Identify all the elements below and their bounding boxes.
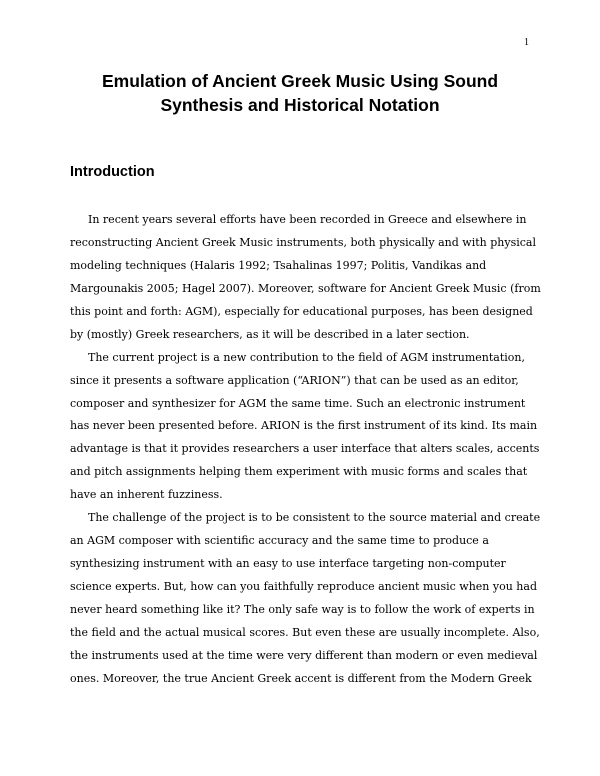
paragraph-3-line: The challenge of the project is to be consistent to the source material and create: [88, 511, 541, 525]
paragraph-3-line: synthesizing instrument with an easy to use interface targeting non-computer: [70, 557, 506, 571]
paragraph-3-line: never heard something like it? The only safe way is to follow the work of experts in: [70, 602, 535, 616]
section-heading-introduction: Introduction: [70, 164, 155, 180]
paragraph-2-line: and pitch assignments helping them experiment with music forms and scales that: [70, 465, 528, 479]
body-text: [70, 209, 541, 691]
paragraph-3-line: the instruments used at the time were very different than modern or even medieval: [70, 648, 538, 662]
paragraph-2-line: composer and synthesizer for AGM the same time. Such an electronic instrument: [70, 396, 526, 410]
paragraph-1-line: this point and forth: AGM), especially for educational purposes, has been designed: [70, 304, 533, 318]
paragraph-3-line: the field and the actual musical scores. But even these are usually incomplete. Also,: [70, 625, 540, 639]
page-number: 1: [524, 37, 529, 48]
document-title: [70, 70, 530, 117]
paragraph-1-line: Margounakis 2005; Hagel 2007). Moreover, software for Ancient Greek Music (from: [70, 281, 541, 295]
paragraph-2-line: have an inherent fuzziness.: [70, 488, 223, 502]
paragraph-1-line: by (mostly) Greek researchers, as it will be described in a later section.: [70, 327, 470, 341]
title-line-2: Synthesis and Historical Notation: [160, 94, 440, 115]
paragraph-2-line: since it presents a software application (“ARION”) that can be used as an editor,: [70, 373, 519, 387]
paragraph-2-line: The current project is a new contribution to the field of AGM instrumentation,: [88, 350, 525, 364]
paragraph-2-line: has never been presented before. ARION is the first instrument of its kind. Its main: [70, 419, 538, 433]
paragraph-3-line: ones. Moreover, the true Ancient Greek accent is different from the Modern Greek: [70, 671, 532, 685]
paragraph-3-line: science experts. But, how can you faithfully reproduce ancient music when you had: [70, 580, 537, 593]
paragraph-1-line: In recent years several efforts have been recorded in Greece and elsewhere in: [88, 213, 527, 226]
paragraph-3-line: an AGM composer with scientific accuracy and the same time to produce a: [70, 534, 489, 548]
paragraph-2-line: advantage is that it provides researchers a user interface that alters scales, accents: [70, 442, 540, 456]
title-line-1: Emulation of Ancient Greek Music Using Sound: [101, 71, 499, 91]
paragraph-1-line: modeling techniques (Halaris 1992; Tsahalinas 1997; Politis, Vandikas and: [70, 258, 487, 272]
paragraph-1-line: reconstructing Ancient Greek Music instruments, both physically and with physical: [70, 235, 536, 249]
